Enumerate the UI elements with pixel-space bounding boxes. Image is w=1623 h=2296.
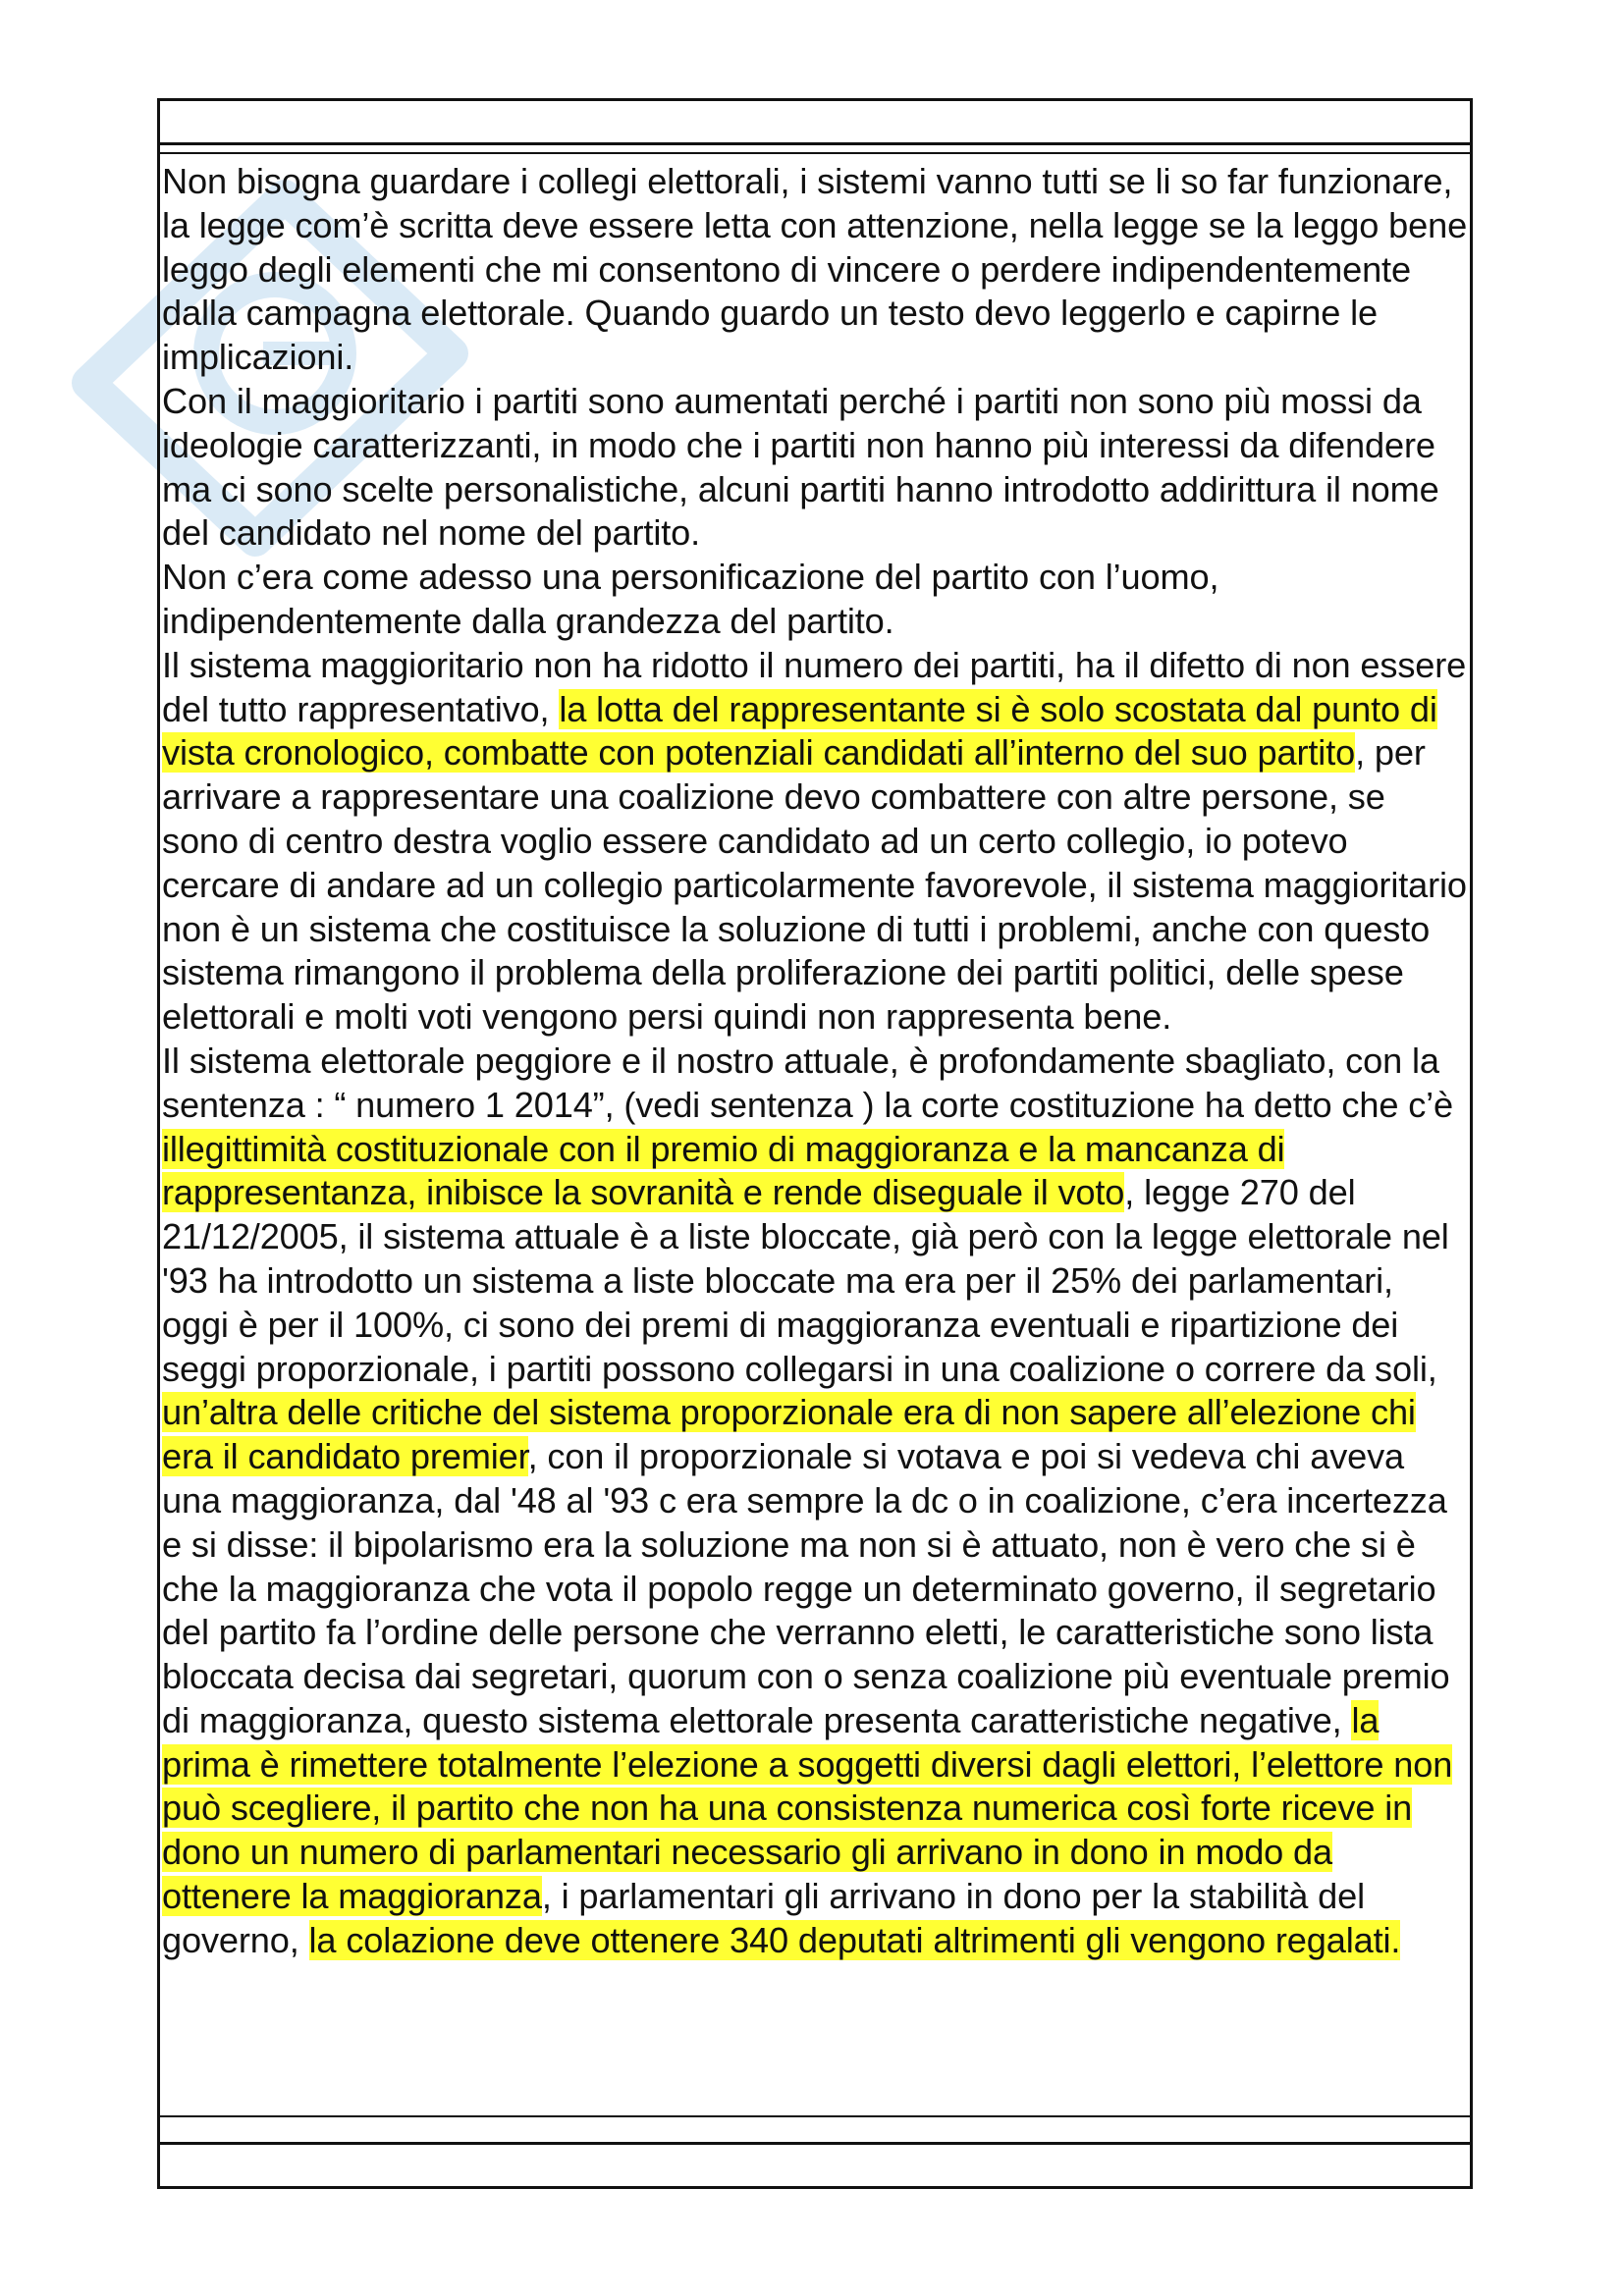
highlighted-text: illegittimità costituzionale con il premio di maggioranza e la mancanza di rappresentanza, inibisce la sovranità e rende diseguale il voto xyxy=(162,1128,1285,1213)
footer-divider xyxy=(160,2115,1470,2117)
body-text: , i parlamentari gli arrivano in dono per la stabilità del governo, xyxy=(162,1876,1365,1960)
header-band xyxy=(160,101,1470,145)
body-text: , con il proporzionale si votava e poi si vedeva chi aveva una maggioranza, dal '48 al '93 c era sempre la dc o in coalizione, c’era incertezza e si disse: il bipolarismo era la soluzione ma non si è attuato, non è vero che si è che la maggioranza che vota il popolo regge un determinato governo, il segretario del partito fa l’ordine delle persone che verranno eletti, le caratteristiche sono lista bloccata decisa dai segretari, quorum con o senza coalizione più eventuale premio di maggioranza, questo sistema elettorale presenta caratteristiche negative, xyxy=(162,1436,1450,1740)
body-text: Non bisogna guardare i collegi elettorali, i sistemi vanno tutti se li so far funzionare, la legge com’è scritta deve essere letta con attenzione, nella legge se la leggo bene leggo degli elementi che mi consentono di vincere o perdere indipendentemente dalla campagna elettorale. Quando guardo un testo devo leggerlo e capirne le implicazioni. xyxy=(162,161,1468,378)
highlighted-text: un’altra delle critiche del sistema proporzionale era di non sapere all’elezione chi era il candidato premier xyxy=(162,1392,1416,1477)
paragraph xyxy=(162,556,1468,644)
footer-band xyxy=(160,2142,1470,2186)
body-text: , legge 270 del 21/12/2005, il sistema attuale è a liste bloccate, già però con la legge elettorale nel '93 ha introdotto un sistema a liste bloccate ma era per il 25% dei parlamentari, oggi è per il 100%, ci sono dei premi di maggioranza eventuali e ripartizione dei seggi proporzionale, i partiti possono collegarsi in una coalizione o correre da soli, xyxy=(162,1172,1449,1389)
body-text: , per arrivare a rappresentare una coalizione devo combattere con altre persone, se sono di centro destra voglio essere candidato ad un certo collegio, io potevo cercare di andare ad un collegio particolarmente favorevole, il sistema maggioritario non è un sistema che costituisce la soluzione di tutti i problemi, anche con questo sistema rimangono il problema della proliferazione dei partiti politici, delle spese elettorali e molti voti vengono persi quindi non rappresenta bene. xyxy=(162,732,1467,1038)
paragraph xyxy=(162,160,1468,380)
body-text: Il sistema maggioritario non ha ridotto il numero dei partiti, ha il difetto di non essere del tutto rappresentativo, xyxy=(162,644,1467,729)
body-text: Con il maggioritario i partiti sono aumentati perché i partiti non sono più mossi da ideologie caratterizzanti, in modo che i partiti non hanno più interessi da difendere ma ci sono scelte personalistiche, alcuni partiti hanno introdotto addirittura il nome del candidato nel nome del partito. xyxy=(162,380,1439,554)
paragraph xyxy=(162,380,1468,556)
body-text: Il sistema elettorale peggiore e il nostro attuale, è profondamente sbagliato, con la sentenza : “ numero 1 2014”, (vedi sentenza ) la corte costituzione ha detto che c’è xyxy=(162,1040,1454,1125)
document-body xyxy=(162,160,1468,2108)
highlighted-text: la prima è rimettere totalmente l’elezione a soggetti diversi dagli elettori, l’elettore non può scegliere, il partito che non ha una consistenza numerica così forte riceve in dono un numero di parlamentari necessario gli arrivano in dono in modo da ottenere la maggioranza xyxy=(162,1699,1453,1917)
highlighted-text: la colazione deve ottenere 340 deputati altrimenti gli vengono regalati. xyxy=(308,1919,1401,1960)
document-frame xyxy=(157,98,1473,2189)
paragraph xyxy=(162,644,1468,1040)
paragraph xyxy=(162,1040,1468,1963)
body-text: Non c’era come adesso una personificazione del partito con l’uomo, indipendentemente dalla grandezza del partito. xyxy=(162,557,1219,641)
highlighted-text: la lotta del rappresentante si è solo scostata dal punto di vista cronologico, combatte con potenziali candidati all’interno del suo partito xyxy=(162,688,1437,774)
header-divider xyxy=(160,152,1470,154)
